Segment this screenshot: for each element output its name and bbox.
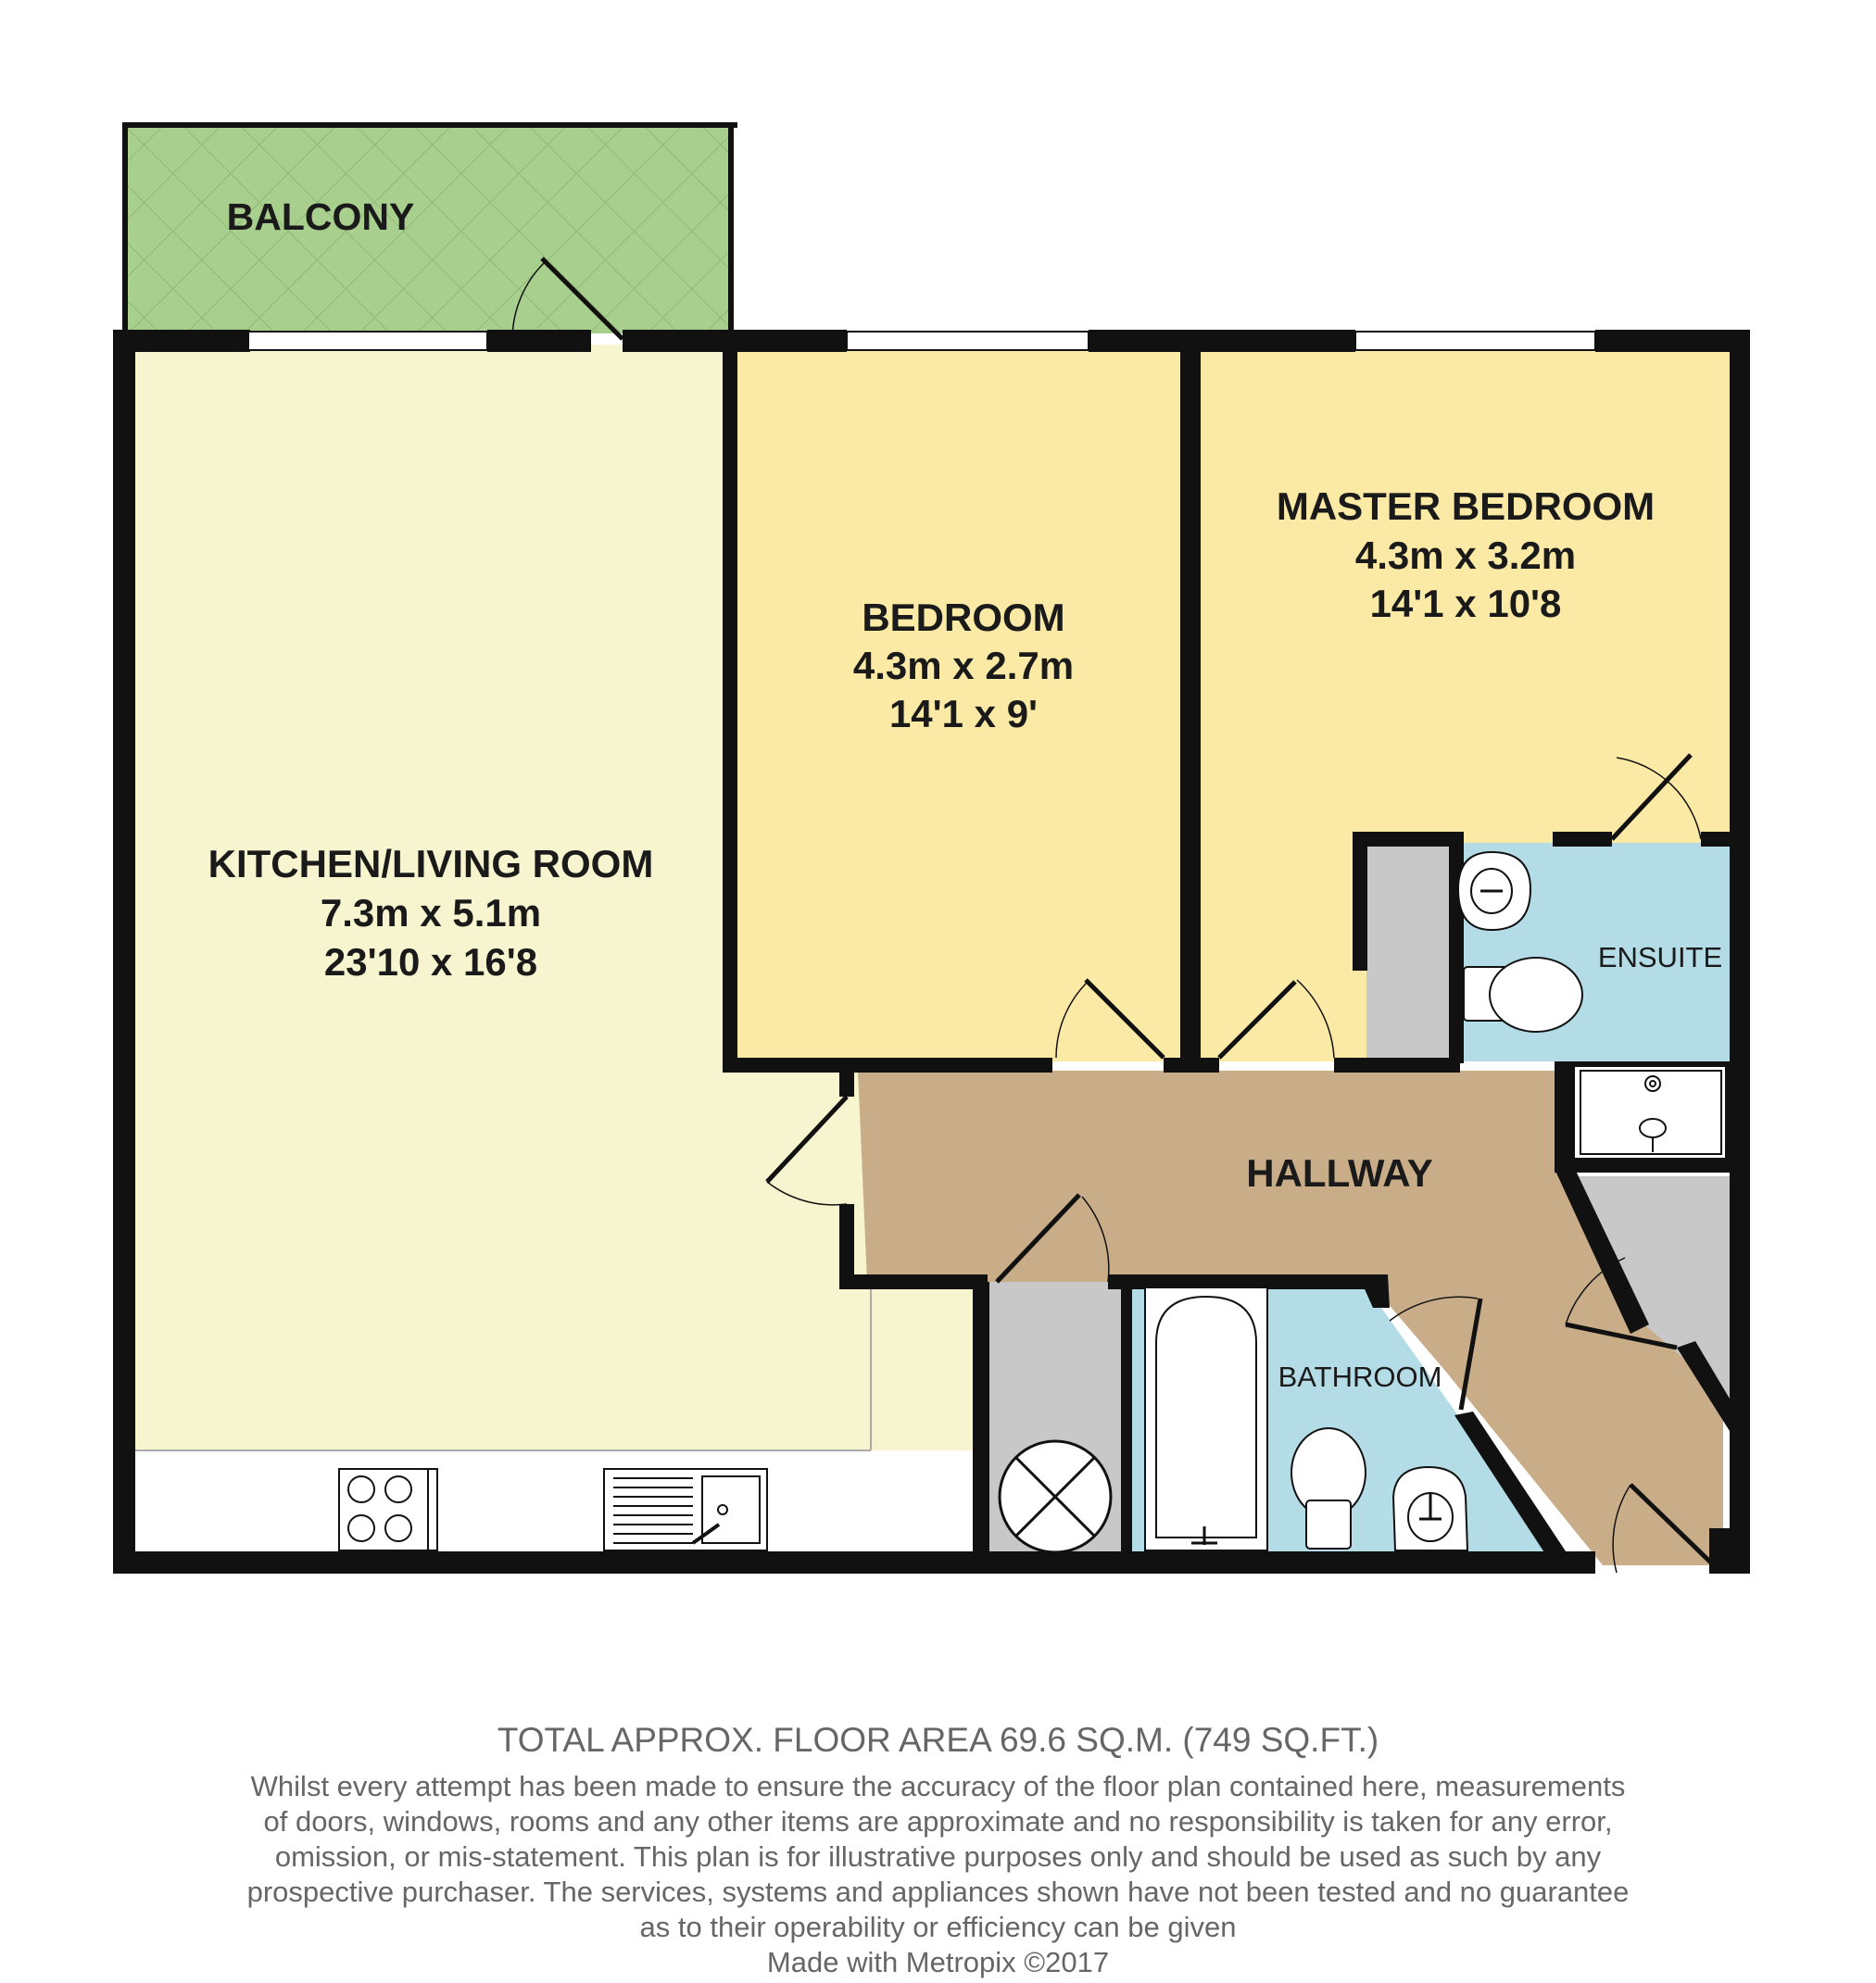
- balcony-label: BALCONY: [226, 195, 415, 238]
- bedroom-imperial: 14'1 x 9': [888, 692, 1039, 735]
- balcony-area: [126, 126, 734, 333]
- bath-icon: [1145, 1287, 1267, 1550]
- disclaimer-line: of doors, windows, rooms and any other items are approximate and no responsibility is taken for any error,: [263, 1805, 1613, 1838]
- master-bedroom-name: MASTER BEDROOM: [1276, 484, 1656, 528]
- ensuite-label: ENSUITE: [1597, 941, 1723, 973]
- total-floor-area: TOTAL APPROX. FLOOR AREA 69.6 SQ.M. (749 SQ.FT.): [497, 1721, 1379, 1759]
- basin-icon: [1393, 1467, 1467, 1550]
- bedroom-metric: 4.3m x 2.7m: [852, 644, 1075, 687]
- disclaimer-line: as to their operability or efficiency can be given: [639, 1911, 1237, 1943]
- kitchen-worktop-area: [135, 1450, 973, 1551]
- window-bedroom: [847, 332, 1089, 350]
- master-bedroom-imperial: 14'1 x 10'8: [1369, 582, 1562, 625]
- hob-icon: [339, 1469, 437, 1550]
- windows: [248, 332, 1595, 350]
- sink-icon: [604, 1469, 767, 1550]
- kitchen-living-metric: 7.3m x 5.1m: [320, 891, 542, 935]
- bathroom-label: BATHROOM: [1278, 1361, 1442, 1393]
- kitchen-living-imperial: 23'10 x 16'8: [323, 940, 538, 984]
- master-bedroom-metric: 4.3m x 3.2m: [1354, 533, 1577, 577]
- disclaimer-line: Whilst every attempt has been made to ensure the accuracy of the floor plan contained here, measurements: [250, 1770, 1626, 1802]
- window-master-bedroom: [1355, 332, 1595, 350]
- credit: Made with Metropix ©2017: [766, 1946, 1110, 1978]
- bedroom-name: BEDROOM: [862, 596, 1065, 639]
- ensuite-basin-icon: [1458, 852, 1530, 930]
- disclaimer-line: omission, or mis-statement. This plan is for illustrative purposes only and should be used as such by any: [274, 1840, 1602, 1873]
- ensuite-toilet-icon: [1464, 958, 1582, 1032]
- cupboard-master: [1366, 843, 1452, 1061]
- disclaimer-line: prospective purchaser. The services, systems and appliances shown have not been tested and no guarantee: [246, 1876, 1630, 1908]
- disclaimer: [0, 1769, 1876, 1980]
- boiler-icon: [1000, 1441, 1111, 1552]
- hallway-label: HALLWAY: [1246, 1151, 1433, 1195]
- shower-icon: [1580, 1071, 1721, 1154]
- kitchen-living-name: KITCHEN/LIVING ROOM: [208, 842, 654, 885]
- window-kitchen: [248, 332, 487, 350]
